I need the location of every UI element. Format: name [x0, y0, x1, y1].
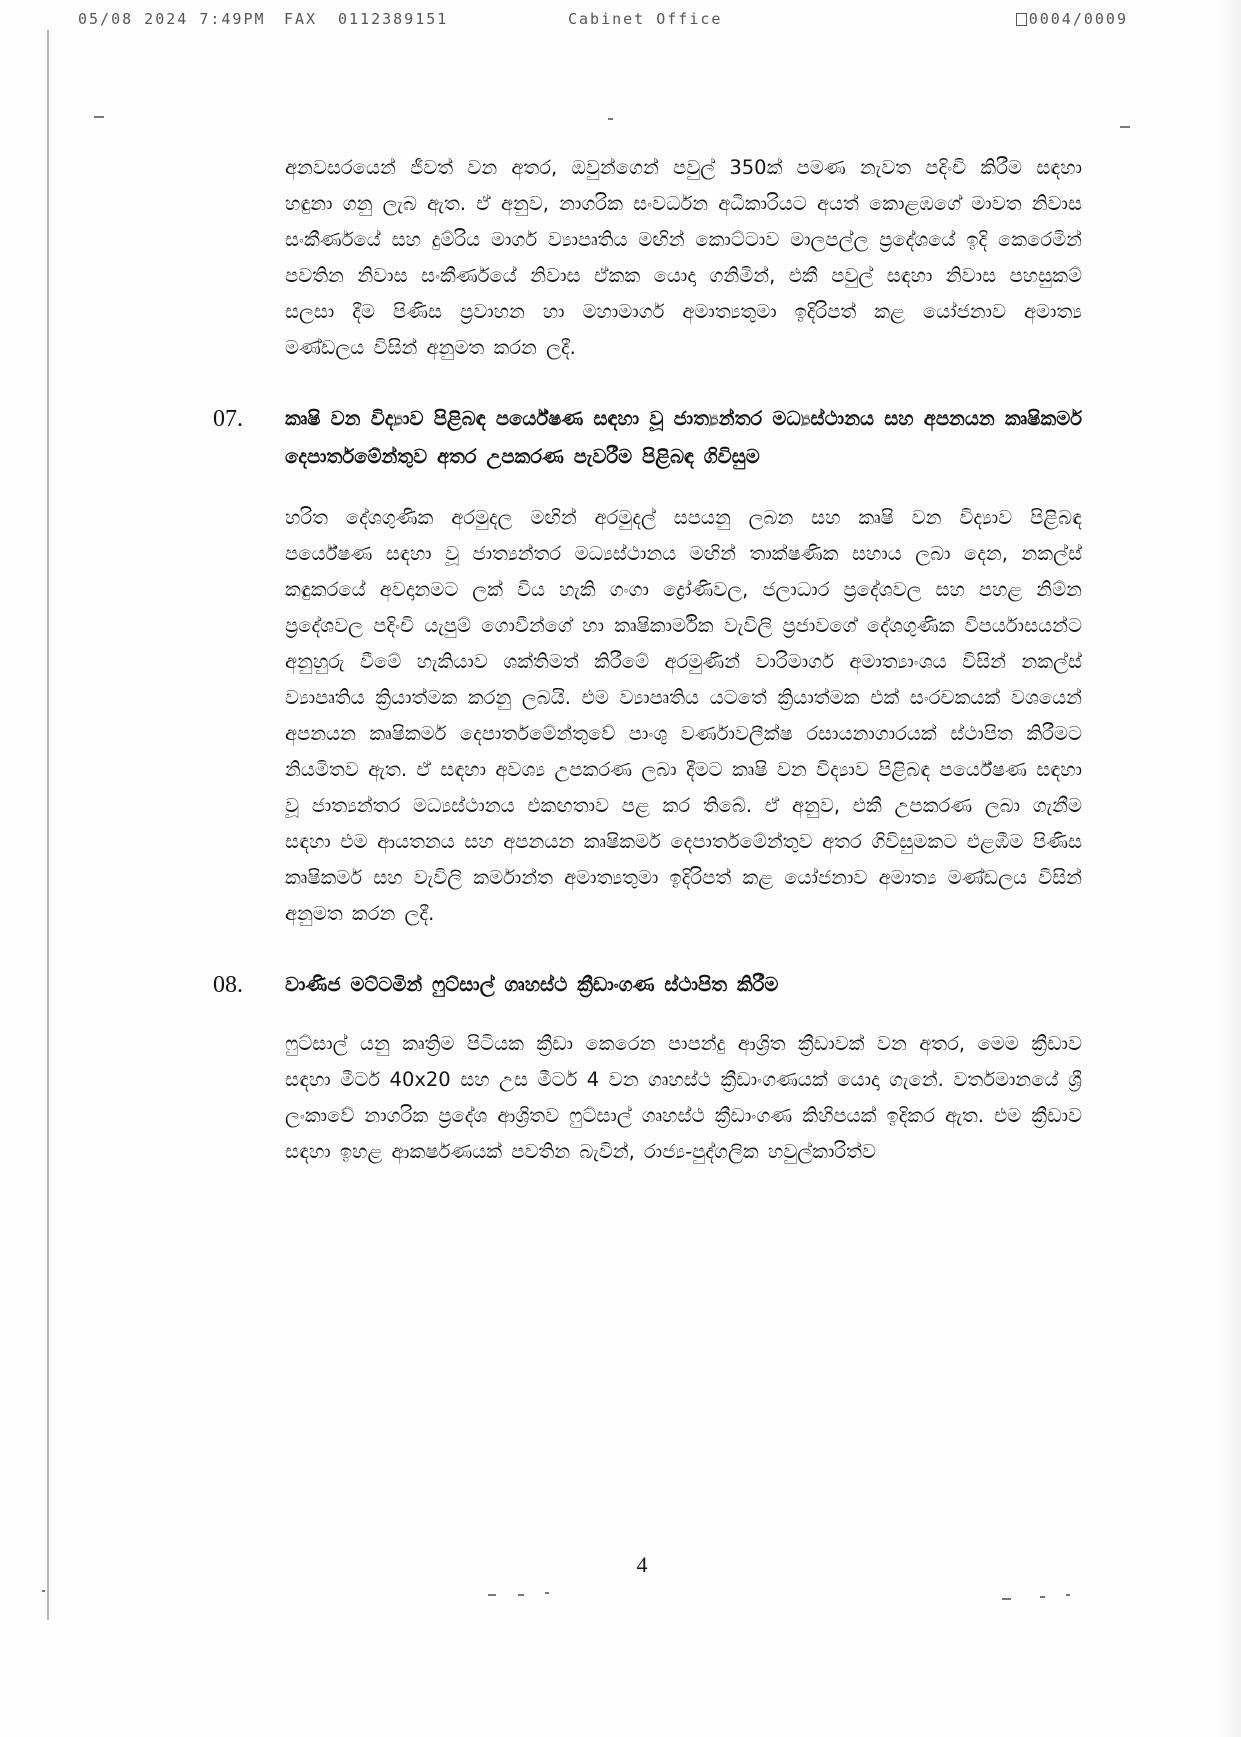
scan-mark — [42, 1590, 45, 1592]
fax-header — [78, 6, 1128, 30]
scan-mark — [1120, 126, 1130, 128]
fax-number: 0112389151 — [338, 10, 449, 28]
intro-paragraph: අනවසරයෙන් ජීවත් වන අතර, ඔවුන්ගෙන් පවුල් 350ක් පමණ නැවත පදිංචි කිරීම සඳහා හඳුනා ගනු ලැබ ඇත. ඒ අනුව, නාගරික සංවර්ධන අධිකාරියට අයත් කොළඹගේ මාවත නිවාස සංකීර්ණයේ සහ දුම්රිය මාර්ග ව්‍යාපෘතිය මඟින් කොට්ටාව මාලපල්ල ප්‍රදේශයේ ඉදි කෙරෙමින් පවතින නිවාස සංකීර්ණයේ නිවාස ඒකක යොදා ගනිමින්, එකී පවුල් සඳහා නිවාස පහසුකම් සලසා දීම පිණිස ප්‍රවාහන හා මහාමාර්ග අමාත්‍යතුමා ඉදිරිපත් කළ යෝජනාව අමාත්‍ය මණ්ඩලය විසින් අනුමත කරන ලදී. — [285, 156, 1082, 359]
section-number: 07. — [213, 406, 243, 432]
document-body — [213, 150, 1082, 1170]
section-number: 08. — [213, 972, 243, 998]
page-icon — [1016, 13, 1027, 26]
section-title: කෘෂි වන විද්‍යාව පිළිබඳ පර්යේෂණ සඳහා වූ ජාත්‍යන්තර මධ්‍යස්ථානය සහ අපනයන කෘෂිකර්ම දෙපාර්තමේන්තුව අතර උපකරණ පැවරීම පිළිබඳ ගිවිසුම — [285, 407, 1082, 468]
page-number: 4 — [636, 1552, 648, 1577]
scan-mark — [94, 116, 104, 118]
fax-organization: Cabinet Office — [568, 10, 723, 28]
scan-right-edge-shade — [1219, 0, 1241, 1737]
scan-mark — [545, 1592, 549, 1594]
scan-mark — [518, 1594, 524, 1596]
scan-mark — [1066, 1594, 1070, 1596]
section-body: හරිත දේශගුණික අරමුදල මඟින් අරමුදල් සපයනු ලබන සහ කෘෂි වන විද්‍යාව පිළිබඳ පර්යේෂණ සඳහා වූ ජාත්‍යන්තර මධ්‍යස්ථානය මඟින් තාක්ෂණික සහාය ලබා දෙන, නකල්ස් කඳුකරයේ අවදානමට ලක් විය හැකි ගංගා ද්‍රෝණිවල, ජලාධාර ප්‍රදේශවල සහ පහළ නිම්න ප්‍රදේශවල පදිංචි යැපුම් ගොවීන්ගේ හා කෘෂිකාර්මික වැවිලි ප්‍රජාවගේ දේශගුණික විපර්යාසයන්ට අනුහුරු වීමේ හැකියාව ශක්තිමත් කිරීමේ අරමුණින් වාරිමාර්ග අමාත්‍යාංශය විසින් නකල්ස් ව්‍යාපෘතිය ක්‍රියාත්මක කරනු ලබයි. එම ව්‍යාපෘතිය යටතේ ක්‍රියාත්මක එක් සංරචකයක් වශයෙන් අපනයන කෘෂිකර්ම දෙපාර්තමේන්තුවේ පාංශු වර්ණාවලීක්ෂ රසායනාගාරයක් ස්ථාපිත කිරීමට නියමිතව ඇත. ඒ සඳහා අවශ්‍ය උපකරණ ලබා දීමට කෘෂි වන විද්‍යාව පිළිබඳ පර්යේෂණ සඳහා වූ ජාත්‍යන්තර මධ්‍යස්ථානය එකඟතාව පළ කර තිබේ. ඒ අනුව, එකී උපකරණ ලබා ගැනීම සඳහා එම ආයතනය සහ අපනයන කෘෂිකර්ම දෙපාර්තමේන්තුව අතර ගිවිසුමකට එළඹීම පිණිස කෘෂිකර්ම සහ වැවිලි කර්මාන්ත අමාත්‍යතුමා ඉදිරිපත් කළ යෝජනාව අමාත්‍ය මණ්ඩලය විසින් අනුමත කරන ලදී. — [285, 506, 1082, 925]
section-title: වාණිජ මට්ටමින් ෆුට්සාල් ගෘහස්ථ ක්‍රීඩාංගණ ස්ථාපිත කිරීම — [285, 973, 779, 996]
fax-datetime: 05/08 2024 7:49PM — [78, 10, 266, 28]
fax-page-counter — [1016, 10, 1128, 28]
scan-mark — [488, 1594, 496, 1596]
scan-left-edge-line — [47, 30, 49, 1620]
section-07 — [213, 400, 1082, 932]
section-body: ෆුට්සාල් යනු කෘත්‍රිම පිටියක ක්‍රීඩා කෙරෙන පාපන්දු ආශ්‍රිත ක්‍රීඩාවක් වන අතර, මෙම ක්‍රීඩාව සඳහා මීටර් 40x20 සහ උස මීටර් 4 වන ගෘහස්ථ ක්‍රීඩාංගණයක් යොදා ගැනේ. වර්තමානයේ ශ්‍රී ලංකාවේ නාගරික ප්‍රදේශ ආශ්‍රිතව ෆුට්සාල් ගෘහස්ථ ක්‍රීඩාංගණ කිහිපයක් ඉදිකර ඇත. එම ක්‍රීඩාව සඳහා ඉහළ ආකර්ෂණයක් පවතින බැවින්, රාජ්‍ය-පුද්ගලික හවුල්කාරිත්ව — [285, 1032, 1082, 1163]
scan-mark — [1040, 1596, 1045, 1598]
scan-mark — [1002, 1598, 1011, 1600]
section-08 — [213, 966, 1082, 1170]
scan-mark — [608, 118, 613, 120]
fax-page-count: 0004/0009 — [1028, 10, 1128, 28]
fax-label: FAX — [284, 10, 318, 28]
